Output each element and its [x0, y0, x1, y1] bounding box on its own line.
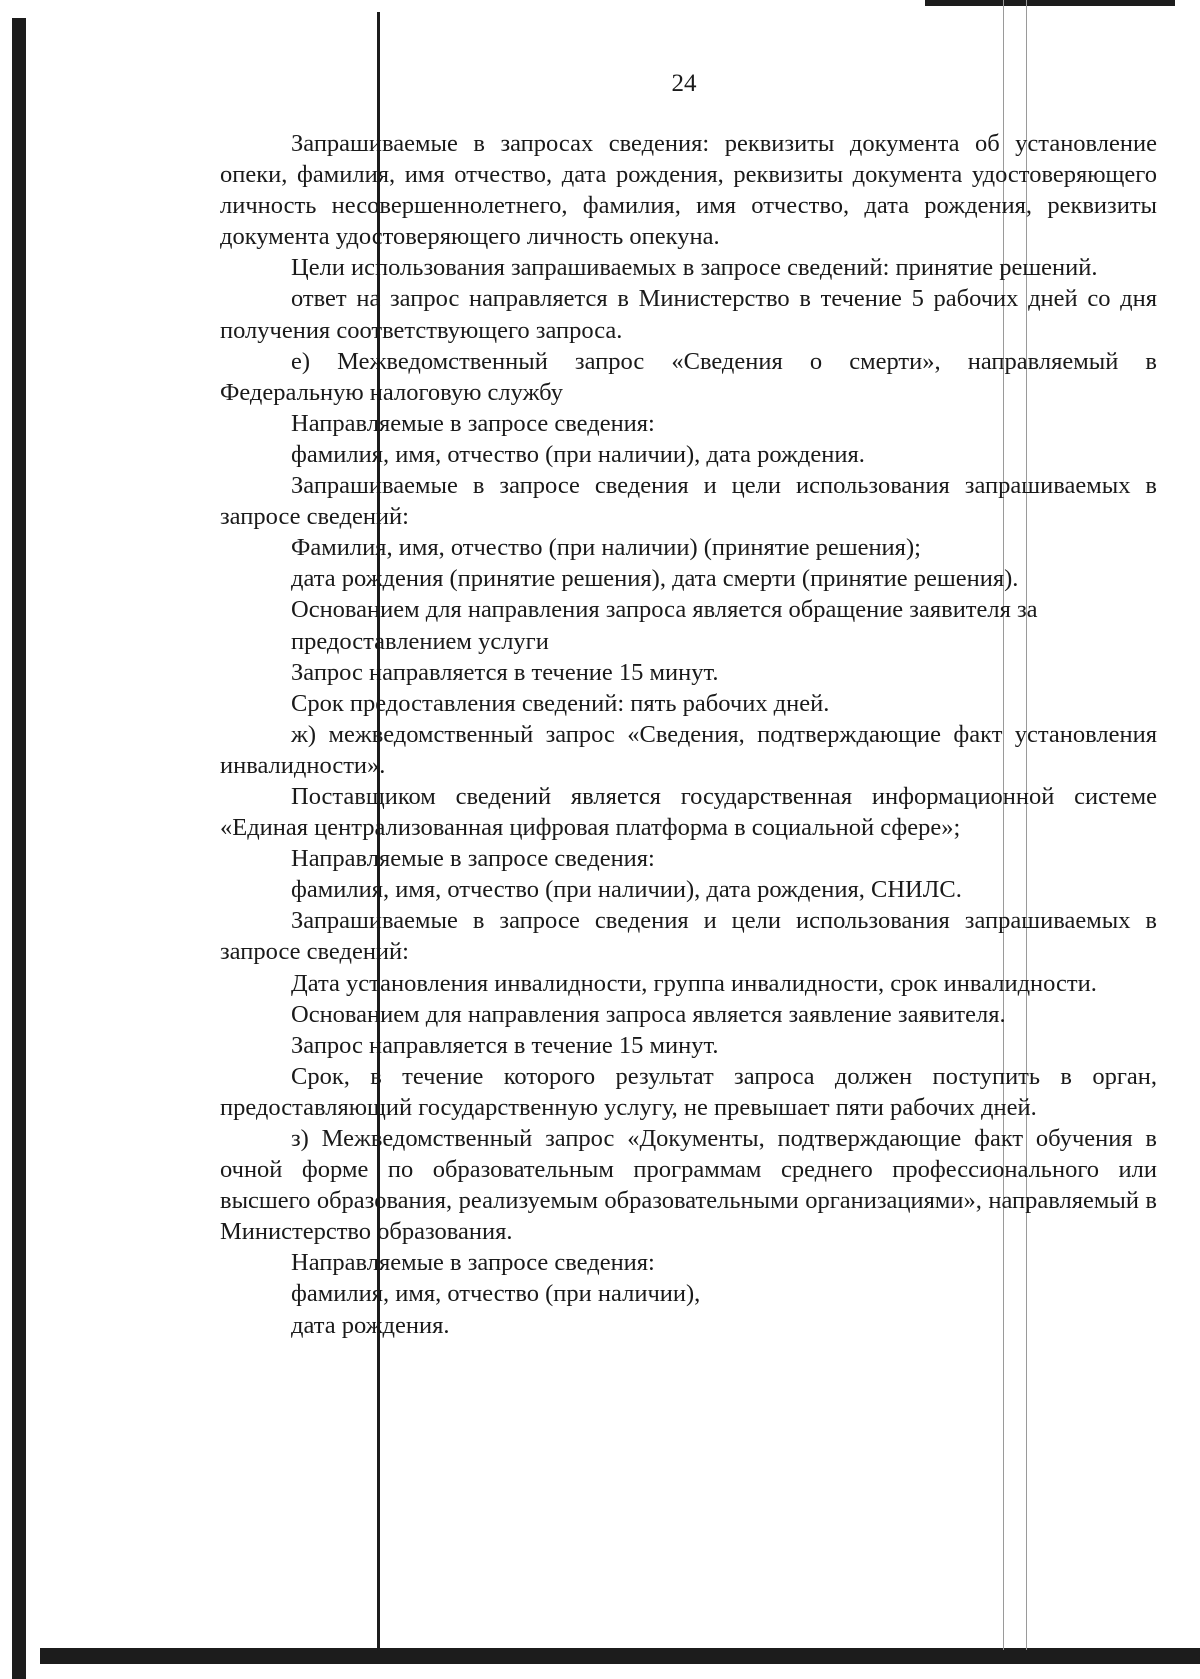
paragraph: Запрашиваемые в запросе сведения и цели использования запрашиваемых в запросе сведений:: [220, 472, 1157, 531]
document-body: [220, 128, 1157, 1341]
scan-left-border: [12, 18, 26, 1679]
page-number: 24: [671, 70, 697, 97]
paragraph: Направляемые в запросе сведения:: [291, 409, 655, 437]
paragraph: дата рождения.: [291, 1311, 450, 1339]
paragraph: Срок, в течение которого результат запроса должен поступить в орган, предоставляющий государственную услугу, не превышает пяти рабочих дней.: [220, 1062, 1157, 1121]
paragraph: Запрашиваемые в запросах сведения: реквизиты документа об установление опеки, фамилия, имя отчество, дата рождения, реквизиты документа удостоверяющего личность несовершеннолетнего, фамилия, имя отчество, дата рождения, реквизиты документа удостоверяющего личность опекуна.: [220, 130, 1157, 251]
paragraph: Цели использования запрашиваемых в запросе сведений: принятие решений.: [291, 254, 1098, 282]
paragraph: фамилия, имя, отчество (при наличии), дата рождения.: [291, 440, 865, 468]
paragraph: Основанием для направления запроса является заявление заявителя.: [291, 1000, 1006, 1028]
paragraph: фамилия, имя, отчество (при наличии),: [291, 1280, 701, 1308]
paragraph: Дата установления инвалидности, группа инвалидности, срок инвалидности.: [291, 969, 1097, 997]
paragraph: Запрос направляется в течение 15 минут.: [291, 1031, 719, 1059]
scan-bottom-border: [40, 1648, 1200, 1664]
paragraph: Направляемые в запросе сведения:: [291, 1249, 655, 1277]
paragraph: Срок предоставления сведений: пять рабочих дней.: [291, 689, 830, 717]
paragraph: е) Межведомственный запрос «Сведения о смерти», направляемый в Федеральную налоговую службу: [220, 347, 1157, 406]
paragraph: Запрашиваемые в запросе сведения и цели использования запрашиваемых в запросе сведений:: [220, 907, 1157, 966]
paragraph: Поставщиком сведений является государственная информационной системе «Единая централизованная цифровая платформа в социальной сфере»;: [220, 782, 1157, 842]
paragraph: з) Межведомственный запрос «Документы, подтверждающие факт обучения в очной форме по образовательным программам среднего профессионального или высшего образования, реализуемым образовательными организациями», направляемый в Министерство образования.: [220, 1125, 1157, 1246]
paragraph: ответ на запрос направляется в Министерство в течение 5 рабочих дней со дня получения соответствующего запроса.: [220, 285, 1157, 344]
scan-top-right-border: [925, 0, 1175, 6]
paragraph: Запрос направляется в течение 15 минут.: [291, 658, 719, 686]
paragraph: дата рождения (принятие решения), дата смерти (принятие решения).: [291, 565, 1019, 593]
paragraph: Фамилия, имя, отчество (при наличии) (принятие решения);: [291, 534, 921, 562]
paragraph: Направляемые в запросе сведения:: [291, 845, 655, 873]
paragraph: ж) межведомственный запрос «Сведения, подтверждающие факт установления инвалидности».: [220, 720, 1157, 779]
paragraph: фамилия, имя, отчество (при наличии), дата рождения, СНИЛС.: [291, 876, 962, 904]
paragraph: Основанием для направления запроса является обращение заявителя за предоставлением услуги: [291, 596, 1038, 655]
